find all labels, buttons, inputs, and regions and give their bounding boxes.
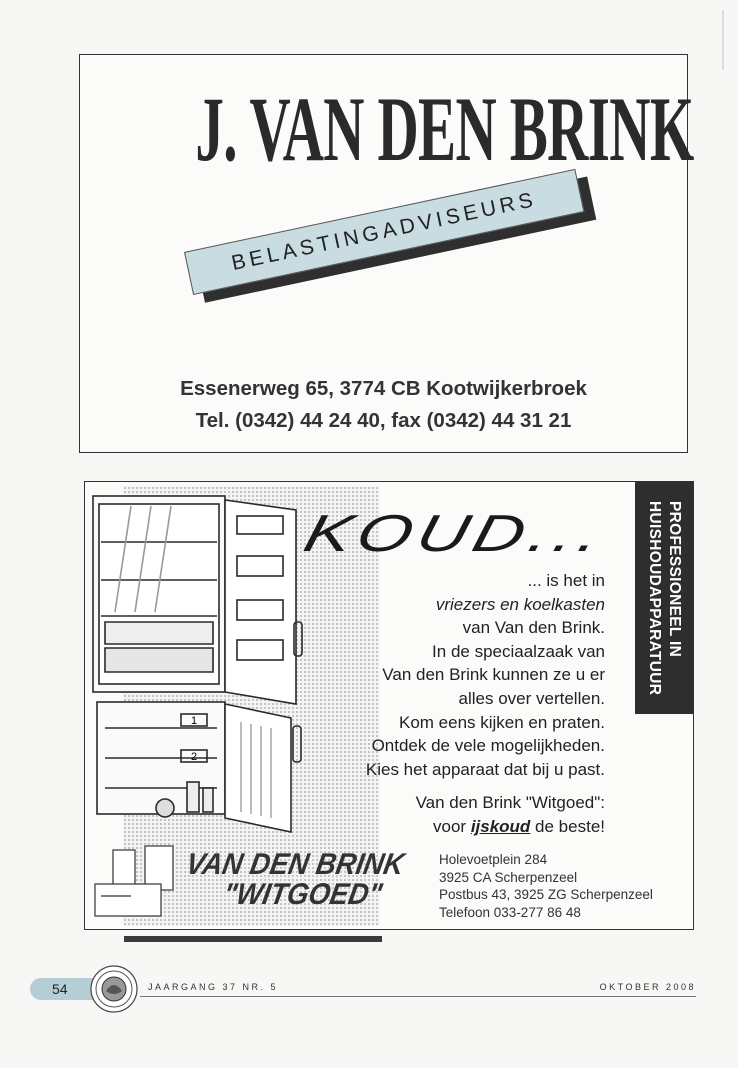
logo-line-2: "WITGOED" xyxy=(220,878,385,911)
headline: KOUD... xyxy=(298,505,612,563)
copy-line: van Van den Brink. xyxy=(462,618,605,638)
witgoed-logo xyxy=(178,850,406,910)
logo-line-1: VAN DEN BRINK xyxy=(183,848,407,881)
vertical-banner-line-1: PROFESSIONEEL IN xyxy=(666,500,683,657)
ribbon-banner xyxy=(184,169,584,295)
vertical-banner xyxy=(635,482,693,714)
ad-address: Essenerweg 65, 3774 CB Kootwijkerbroek xyxy=(180,377,587,400)
copy-line: alles over vertellen. xyxy=(458,688,605,708)
copy-line: Ontdek de vele mogelijkheden. xyxy=(371,736,605,756)
fridge-label-1: 1 xyxy=(190,715,198,727)
slogan-pre: voor xyxy=(433,816,471,836)
ad-phone: Tel. (0342) 44 24 40, fax (0342) 44 31 21 xyxy=(195,409,572,432)
contact-line: Holevoetplein 284 xyxy=(439,852,548,867)
vertical-banner-text xyxy=(644,501,684,695)
emblem-icon xyxy=(89,964,139,1014)
slogan-line-2 xyxy=(285,815,605,839)
ad-title: J. VAN DEN BRINK xyxy=(195,78,694,180)
slogan-emphasis: ijskoud xyxy=(470,816,531,836)
contact-line: Postbus 43, 3925 ZG Scherpenzeel xyxy=(439,887,653,902)
slogan-line: Van den Brink "Witgoed": xyxy=(415,793,605,813)
slogan-post: de beste! xyxy=(530,816,605,836)
copy-line: Van den Brink kunnen ze u er xyxy=(382,665,605,685)
contact-line: Telefoon 033-277 86 48 xyxy=(439,904,581,920)
ribbon-text: BELASTINGADVISEURS xyxy=(229,187,539,276)
issue-label: JAARGANG 37 NR. 5 xyxy=(148,982,279,992)
copy-line: vriezers en koelkasten xyxy=(435,594,605,614)
advert-underbar xyxy=(124,936,382,942)
issue-date: OKTOBER 2008 xyxy=(599,982,696,992)
page-number: 54 xyxy=(52,981,68,997)
copy-line: ... is het in xyxy=(527,571,605,590)
footer-rule xyxy=(140,996,696,997)
advert-copy xyxy=(285,569,605,839)
copy-line: Kies het apparaat dat bij u past. xyxy=(365,759,605,779)
page-edge xyxy=(722,10,724,70)
page-number-tab xyxy=(30,978,96,1000)
copy-line: Kom eens kijken en praten. xyxy=(398,712,605,732)
contact-line: 3925 CA Scherpenzeel xyxy=(439,869,578,885)
copy-line: In de speciaalzaak van xyxy=(432,641,605,661)
advert-witgoed xyxy=(84,481,694,930)
vertical-banner-line-2: HUISHOUDAPPARATUUR xyxy=(646,500,663,696)
advert-belastingadviseurs xyxy=(79,54,694,453)
appliance-boxes-illustration xyxy=(91,844,181,920)
fridge-label-2: 2 xyxy=(190,751,198,763)
contact-block xyxy=(439,851,653,921)
